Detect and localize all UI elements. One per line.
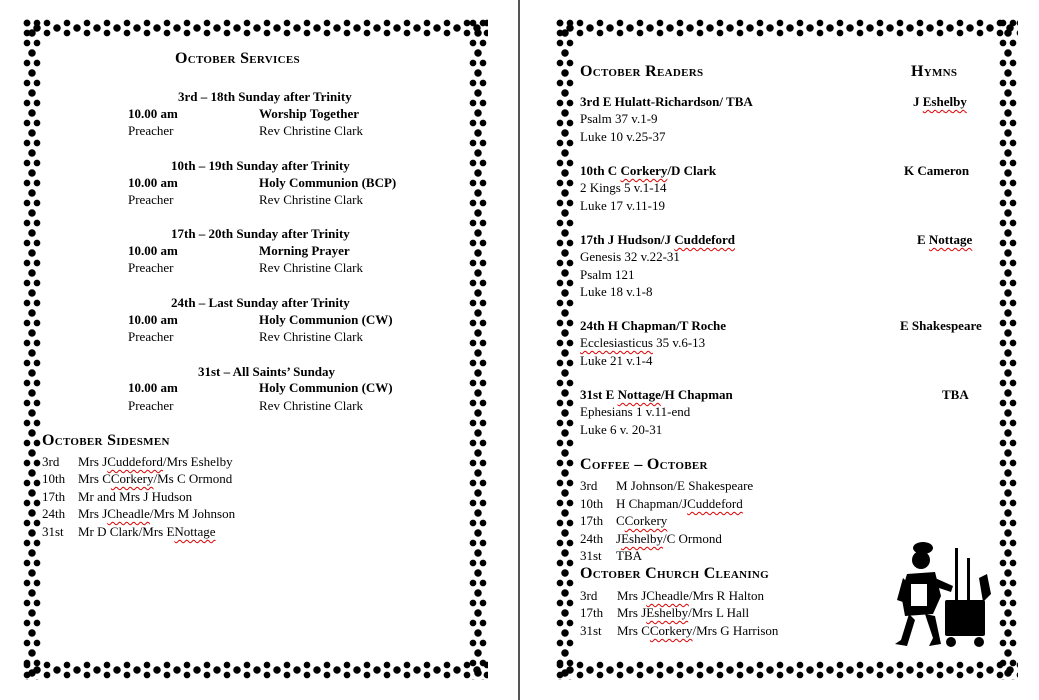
preacher-name: Rev Christine Clark: [259, 398, 363, 413]
rota-date: 10th: [580, 496, 604, 511]
service-time: 10.00 am: [128, 106, 178, 121]
sidesmen-row: [42, 453, 233, 470]
hymns-title: Hymns: [911, 63, 958, 80]
reader-heading-text: 10th C: [580, 163, 621, 178]
reader-heading: [580, 93, 753, 110]
preacher-name: Rev Christine Clark: [259, 329, 363, 344]
preacher-label: Preacher: [128, 192, 174, 207]
reader-heading: [580, 162, 716, 179]
rota-name-rest: /Mrs L Hall: [688, 605, 750, 620]
service-heading: 3rd – 18th Sunday after Trinity: [178, 89, 352, 104]
reader-heading-flagged: Corkery: [620, 163, 668, 178]
reading-rest: 35 v.6-13: [652, 335, 706, 350]
reading: 2 Kings 5 v.1-14: [580, 180, 667, 195]
service-type: Worship Together: [259, 106, 360, 121]
rota-name: Mr D Clark/Mrs E: [78, 524, 175, 539]
reader-heading-flagged: Cuddeford: [674, 232, 735, 247]
rota-name-flagged: Cheadle: [646, 588, 689, 603]
cleaning-row: [580, 622, 778, 639]
service-heading: 31st – All Saints’ Sunday: [198, 364, 336, 379]
cleaning-title: October Church Cleaning: [580, 565, 769, 582]
rota-name-flagged: Corkery: [110, 471, 154, 486]
sidesmen-row: [42, 470, 232, 487]
reader-heading-rest: /D Clark: [667, 163, 717, 178]
rota-name: C: [616, 513, 625, 528]
rota-name: TBA: [616, 548, 642, 563]
hymn-assignee: [913, 93, 967, 110]
coffee-row: [580, 547, 642, 564]
service-type: Holy Communion (BCP): [259, 175, 397, 190]
rota-name: Mrs J: [617, 605, 647, 620]
decorative-border: [22, 18, 488, 680]
rota-name-flagged: Eshelby: [646, 605, 689, 620]
reading: Luke 6 v. 20-31: [580, 422, 663, 437]
service-type: Holy Communion (CW): [259, 312, 393, 327]
hymn-assignee: [904, 162, 969, 179]
hymn-text: TBA: [942, 387, 969, 402]
rota-date: 10th: [42, 471, 66, 486]
rota-name: H Chapman/J: [616, 496, 688, 511]
sidesmen-title: October Sidesmen: [42, 432, 170, 449]
rota-name-flagged: Cheadle: [107, 506, 150, 521]
rota-date: 24th: [580, 531, 604, 546]
preacher-label: Preacher: [128, 123, 174, 138]
rota-name: Mrs C: [617, 623, 650, 638]
rota-name-rest: /Mrs G Harrison: [692, 623, 779, 638]
rota-date: 24th: [42, 506, 66, 521]
rota-date: 31st: [580, 623, 602, 638]
hymn-assignee: [900, 317, 982, 334]
reading: Luke 21 v.1-4: [580, 353, 653, 368]
rota-name-rest: /Mrs M Johnson: [149, 506, 236, 521]
preacher-label: Preacher: [128, 329, 174, 344]
reading: Genesis 32 v.22-31: [580, 249, 680, 264]
service-heading: 10th – 19th Sunday after Trinity: [171, 158, 350, 173]
services-title: October Services: [175, 50, 300, 67]
service-heading: 17th – 20th Sunday after Trinity: [171, 226, 350, 241]
rota-date: 3rd: [42, 454, 60, 469]
preacher-name: Rev Christine Clark: [259, 192, 363, 207]
rota-date: 17th: [42, 489, 66, 504]
service-heading: 24th – Last Sunday after Trinity: [171, 295, 350, 310]
rota-name-flagged: Corkery: [624, 513, 668, 528]
rota-name-rest: /C Ormond: [662, 531, 722, 546]
left-page: [0, 0, 519, 700]
hymn-assignee: [917, 231, 972, 248]
reader-heading-text: 17th J Hudson/J: [580, 232, 675, 247]
rota-date: 31st: [42, 524, 64, 539]
rota-date: 31st: [580, 548, 602, 563]
rota-name-rest: /Ms C Ormond: [153, 471, 233, 486]
border-top: [22, 18, 488, 38]
rota-name-flagged: Corkery: [649, 623, 693, 638]
reading: Luke 18 v.1-8: [580, 284, 653, 299]
cleaning-row: [580, 604, 749, 621]
hymn-flagged: Nottage: [928, 232, 973, 247]
rota-date: 3rd: [580, 478, 598, 493]
reader-heading: [580, 231, 735, 248]
rota-name: J: [616, 531, 622, 546]
rota-name-rest: /Mrs Eshelby: [162, 454, 233, 469]
coffee-row: [580, 477, 753, 494]
rota-date: 3rd: [580, 588, 598, 603]
border-right: [468, 18, 488, 680]
rota-name-flagged: Cuddeford: [107, 454, 163, 469]
hymn-text: K Cameron: [904, 163, 970, 178]
hymn-text: E: [917, 232, 929, 247]
preacher-name: Rev Christine Clark: [259, 260, 363, 275]
hymn-text: E Shakespeare: [900, 318, 982, 333]
reader-heading-text: 31st E: [580, 387, 618, 402]
sidesmen-row: [42, 523, 216, 540]
reader-heading-rest: /H Chapman: [660, 387, 733, 402]
rota-name: M Johnson/E Shakespeare: [616, 478, 754, 493]
reading: Luke 10 v.25-37: [580, 129, 666, 144]
rota-name: Mr and Mrs J Hudson: [78, 489, 193, 504]
service-type: Holy Communion (CW): [259, 380, 393, 395]
border-bottom: [22, 660, 488, 680]
service-time: 10.00 am: [128, 380, 178, 395]
preacher-label: Preacher: [128, 398, 174, 413]
sidesmen-row: [42, 488, 192, 505]
reading: Ephesians 1 v.11-end: [580, 404, 691, 419]
sidesmen-row: [42, 505, 235, 522]
border-left: [555, 18, 575, 680]
coffee-row: [580, 512, 667, 529]
reader-heading: [580, 317, 726, 334]
rota-name-rest: /Mrs R Halton: [688, 588, 764, 603]
border-top: [555, 18, 1018, 38]
rota-name-flagged: Eshelby: [621, 531, 663, 546]
rota-name: Mrs J: [78, 506, 108, 521]
reading: Psalm 37 v.1-9: [580, 111, 658, 126]
service-time: 10.00 am: [128, 312, 178, 327]
preacher-name: Rev Christine Clark: [259, 123, 363, 138]
readers-title: October Readers: [580, 63, 704, 80]
reading-flagged: Ecclesiasticus: [580, 335, 653, 350]
rota-name-flagged: Nottage: [174, 524, 216, 539]
reading: [580, 334, 705, 351]
hymn-flagged: Eshelby: [922, 94, 967, 109]
rota-date: 17th: [580, 513, 604, 528]
rota-date: 17th: [580, 605, 604, 620]
reader-heading-text: 3rd E Hulatt-Richardson/ TBA: [580, 94, 753, 109]
border-left: [22, 18, 42, 680]
cleaning-row: [580, 587, 764, 604]
coffee-row: [580, 495, 743, 512]
coffee-row: [580, 530, 722, 547]
border-bottom: [555, 660, 1018, 680]
rota-name: Mrs C: [78, 471, 111, 486]
hymn-assignee: [942, 386, 969, 403]
reader-heading-text: 24th H Chapman/T Roche: [580, 318, 727, 333]
preacher-label: Preacher: [128, 260, 174, 275]
service-time: 10.00 am: [128, 243, 178, 258]
reader-heading-flagged: Nottage: [617, 387, 661, 402]
hymn-text: J: [913, 94, 923, 109]
border-right: [998, 18, 1018, 680]
reading: Psalm 121: [580, 267, 635, 282]
service-time: 10.00 am: [128, 175, 178, 190]
rota-name: Mrs J: [78, 454, 108, 469]
service-type: Morning Prayer: [259, 243, 350, 258]
reader-heading: [580, 386, 733, 403]
rota-name-flagged: Cuddeford: [687, 496, 743, 511]
cleaner-silhouette-icon: [895, 538, 995, 650]
rota-name: Mrs J: [617, 588, 647, 603]
reading: Luke 17 v.11-19: [580, 198, 665, 213]
coffee-title: Coffee – October: [580, 456, 708, 473]
